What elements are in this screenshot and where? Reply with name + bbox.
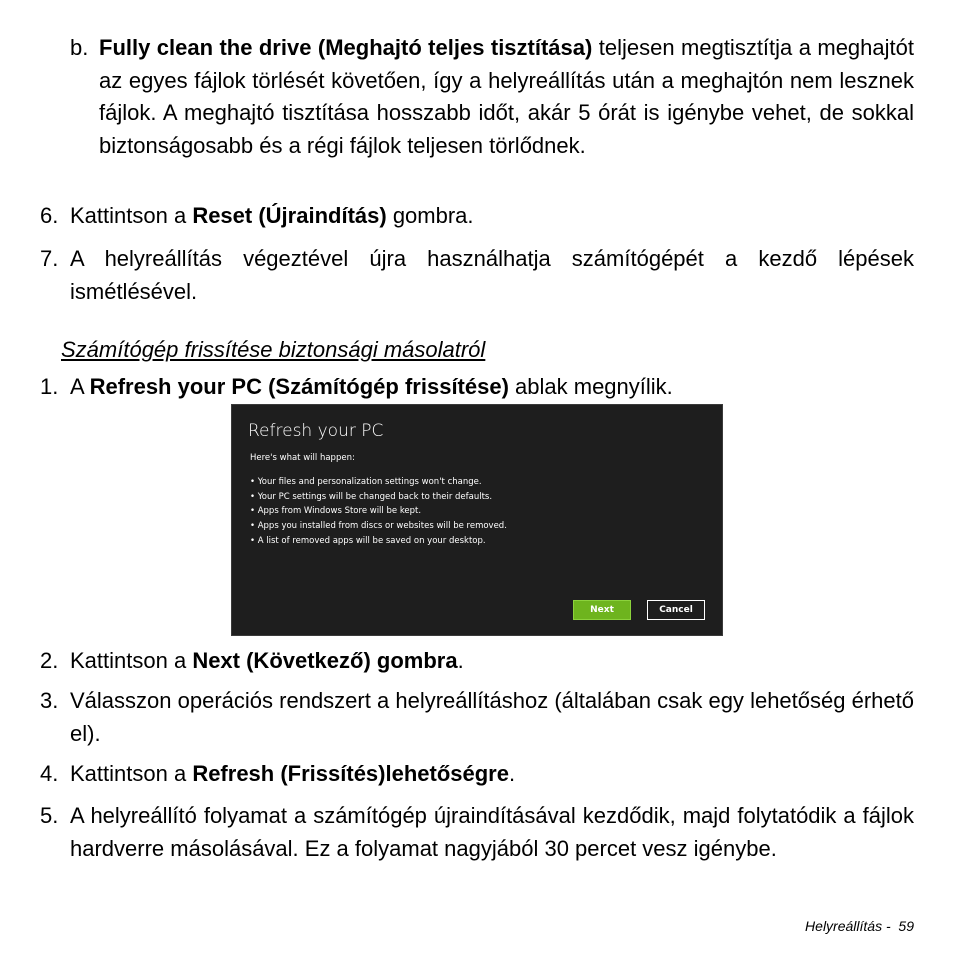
step-6-pre: Kattintson a [70,203,193,228]
dialog-bullet: • Apps you installed from discs or websites will be removed. [250,521,507,532]
step-6-marker: 6. [40,203,59,228]
dialog-bullet: • A list of removed apps will be saved on your desktop. [250,535,486,546]
step-4-pre: Kattintson a [70,761,193,786]
step-4-text [70,758,914,791]
step-1-bold: Refresh your PC (Számítógép frissítése) [89,374,509,399]
step-1-post: ablak megnyílik. [508,374,673,399]
footer-section: Helyreállítás - [805,918,891,934]
step-2-bold: Next (Következő) gombra [192,648,458,673]
step-5-marker: 5. [40,803,59,828]
step-b-text [99,32,914,162]
dialog-intro: Here's what will happen: [250,453,355,463]
step-3-text: Válasszon operációs rendszert a helyreállításhoz (általában csak egy lehetőség érhető el). [70,688,914,746]
dialog-bullet-list [250,475,507,549]
step-6-text [70,200,914,233]
step-7-text: A helyreállítás végeztével újra használhatja számítógépét a kezdő lépések ismétlésével. [70,246,914,304]
dialog-bullet: • Apps from Windows Store will be kept. [250,506,422,517]
step-5-text: A helyreállító folyamat a számítógép újraindításával kezdődik, majd folytatódik a fájlok hardverre másolásával. Ez a folyamat nagyjából 30 percet vesz igénybe. [70,803,914,861]
refresh-pc-dialog [231,404,723,636]
step-1-marker: 1. [40,374,59,399]
step-4-marker: 4. [40,761,59,786]
step-7-marker: 7. [40,246,59,271]
dialog-title: Refresh your PC [248,421,384,441]
step-1-text [70,371,914,404]
step-b-body: teljesen megtisztítja a meghajtót az egyes fájlok törlését követően, így a helyreállítás után a meghajtón nem lesznek fájlok. A meghajtó tisztítása hosszabb időt, akár 5 órát is igénybe vehet, de sokkal biztonságosabb és a régi fájlok teljesen törlődnek. [99,35,914,158]
step-3-marker: 3. [40,688,59,713]
step-2-text [70,645,914,678]
step-6-post: gombra. [386,203,474,228]
step-4-post: . [508,761,516,786]
step-4-bold: Refresh (Frissítés)lehetőségre [192,761,509,786]
section-heading: Számítógép frissítése biztonsági másolatról [61,337,486,362]
next-button[interactable]: Next [573,600,631,620]
dialog-bullet: • Your PC settings will be changed back to their defaults. [250,491,493,502]
page-footer [805,918,914,934]
step-b-marker: b. [70,35,89,60]
step-2-post: . [457,648,464,673]
step-2-pre: Kattintson a [70,648,193,673]
cancel-button[interactable]: Cancel [647,600,705,620]
step-1-pre: A [70,374,90,399]
step-b-bold: Fully clean the drive (Meghajtó teljes tisztítása) [99,35,593,60]
step-2-marker: 2. [40,648,59,673]
step-6-bold: Reset (Újraindítás) [192,203,387,228]
page-number: 59 [898,918,914,934]
dialog-bullet: • Your files and personalization settings won't change. [250,477,482,487]
